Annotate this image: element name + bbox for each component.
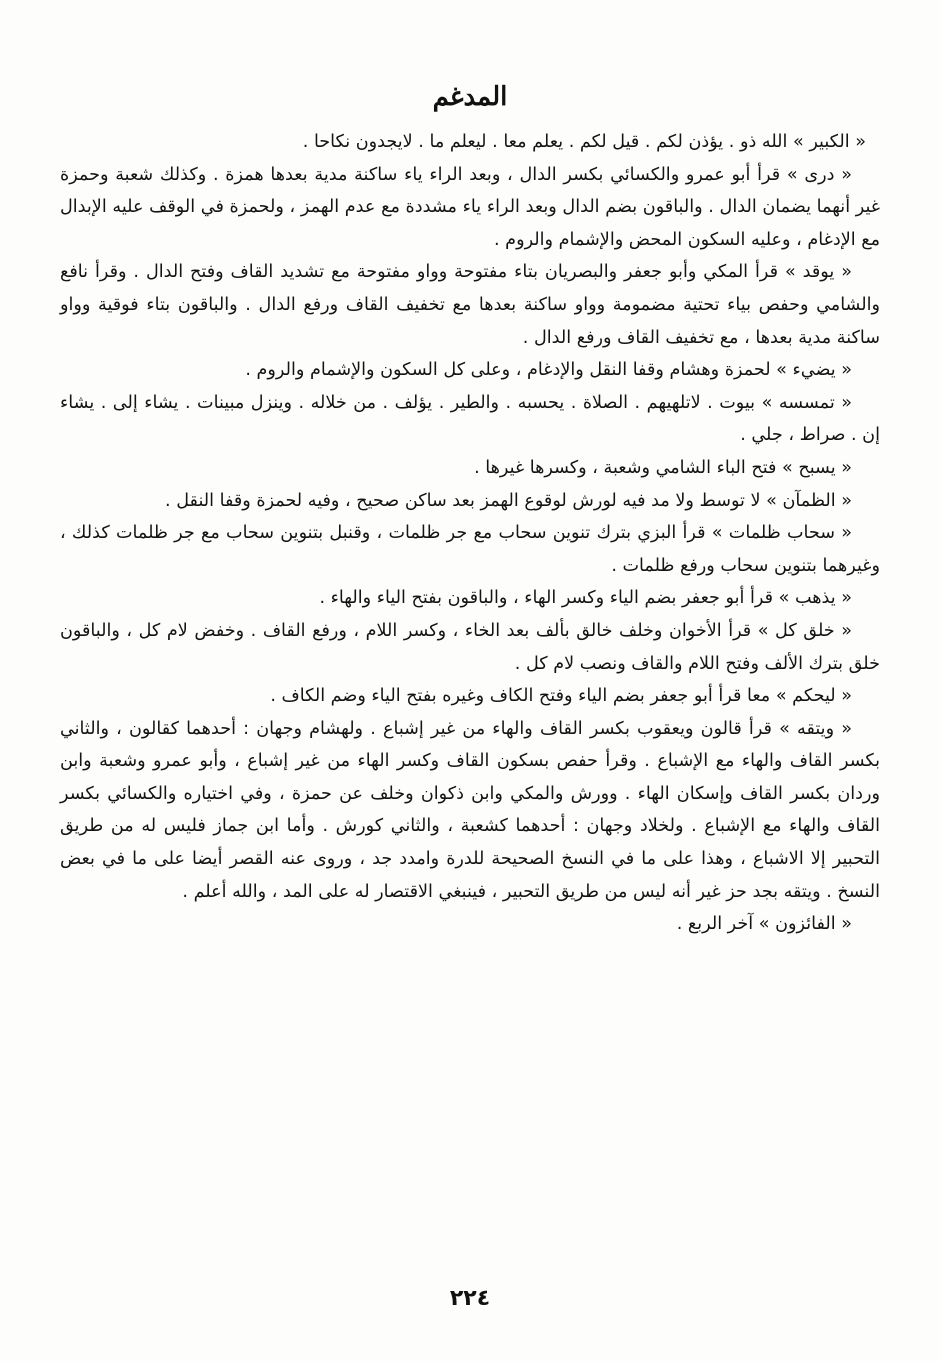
page-number: ٢٢٤ — [449, 1286, 491, 1311]
paragraph: « سحاب ظلمات » قرأ البزي بترك تنوين سحاب مع جر ظلمات ، وقنبل بتنوين سحاب مع جر ظلمات كذلك ، وغيرهما بتنوين سحاب ورفع ظلمات . — [60, 523, 880, 576]
paragraph: « يوقد » قرأ المكي وأبو جعفر والبصريان بتاء مفتوحة وواو مفتوحة مع تشديد القاف وفتح الدال . وقرأ نافع والشامي وحفص بياء تحتية مضمومة وواو ساكنة بعدها مع تخفيف القاف ورفع الدال . والباقون بتاء فوقية وواو ساكنة مدية بعدها ، مع تخفيف القاف ورفع الدال . — [60, 262, 880, 348]
paragraph: « خلق كل » قرأ الأخوان وخلف خالق بألف بعد الخاء ، وكسر اللام ، ورفع القاف . وخفض لام كل ، والباقون خلق بترك الألف وفتح اللام والقاف ونصب لام كل . — [60, 620, 880, 674]
paragraph: « درى » قرأ أبو عمرو والكسائي بكسر الدال ، وبعد الراء ياء ساكنة مدية بعدها همزة . وكذلك شعبة وحمزة غير أنهما يضمان الدال . والباقون بضم الدال وبعد الراء ياء مشددة مع عدم الهمز ، ولحمزة في الوقف عليه الإبدال مع الإدغام ، وعليه السكون المحض والإشمام والروم . — [60, 164, 880, 250]
paragraph: « تمسسه » بيوت . لاتلهيهم . الصلاة . يحسبه . والطير . يؤلف . من خلاله . وينزل مبينات . يشاء إلى . يشاء إن . صراط ، جلي . — [60, 392, 880, 446]
paragraph: « ليحكم » معا قرأ أبو جعفر بضم الياء وفتح الكاف وغيره بفتح الياء وضم الكاف . — [270, 686, 852, 707]
body-text — [60, 126, 880, 941]
paragraph: « يضيء » لحمزة وهشام وقفا النقل والإدغام ، وعلى كل السكون والإشمام والروم . — [245, 360, 852, 381]
paragraph: « الفائزون » آخر الربع . — [676, 914, 852, 935]
paragraph: « ويتقه » قرأ قالون ويعقوب بكسر القاف والهاء من غير إشباع . ولهشام وجهان : أحدهما كقالون ، والثاني بكسر القاف والهاء مع الإشباع . وقرأ حفص بسكون القاف وكسر الهاء من غير إشباع ، وأبو عمرو وشعبة وابن وردان بكسر القاف وإسكان الهاء . وورش والمكي وابن ذكوان وخلف عن حمزة ، وفي اختياره والكسائي بكسر القاف والهاء مع الإشباع . ولخلاد وجهان : أحدهما كشعبة ، والثاني كورش . وأما ابن جماز فليس له من طريق التحبير إلا الاشباع ، وهذا على ما في النسخ الصحيحة للدرة وامدد جد ، وروى عنه القصر أيضا على ما في بعض النسخ . ويتقه بجد حز غير أنه ليس من طريق التحبير ، فينبغي الاقتصار له على المد ، والله أعلم . — [60, 718, 880, 902]
paragraph: « الظمآن » لا توسط ولا مد فيه لورش لوقوع الهمز بعد ساكن صحيح ، وفيه لحمزة وقفا النقل . — [165, 490, 852, 511]
paragraph: « يسبح » فتح الباء الشامي وشعبة ، وكسرها غيرها . — [474, 457, 852, 478]
paragraph: « الكبير » الله ذو . يؤذن لكم . قيل لكم . يعلم معا . ليعلم ما . لايجدون نكاحا . — [302, 132, 866, 152]
paragraph: « يذهب » قرأ أبو جعفر بضم الياء وكسر الهاء ، والباقون بفتح الياء والهاء . — [319, 588, 852, 609]
running-title: المدغم — [432, 82, 508, 112]
